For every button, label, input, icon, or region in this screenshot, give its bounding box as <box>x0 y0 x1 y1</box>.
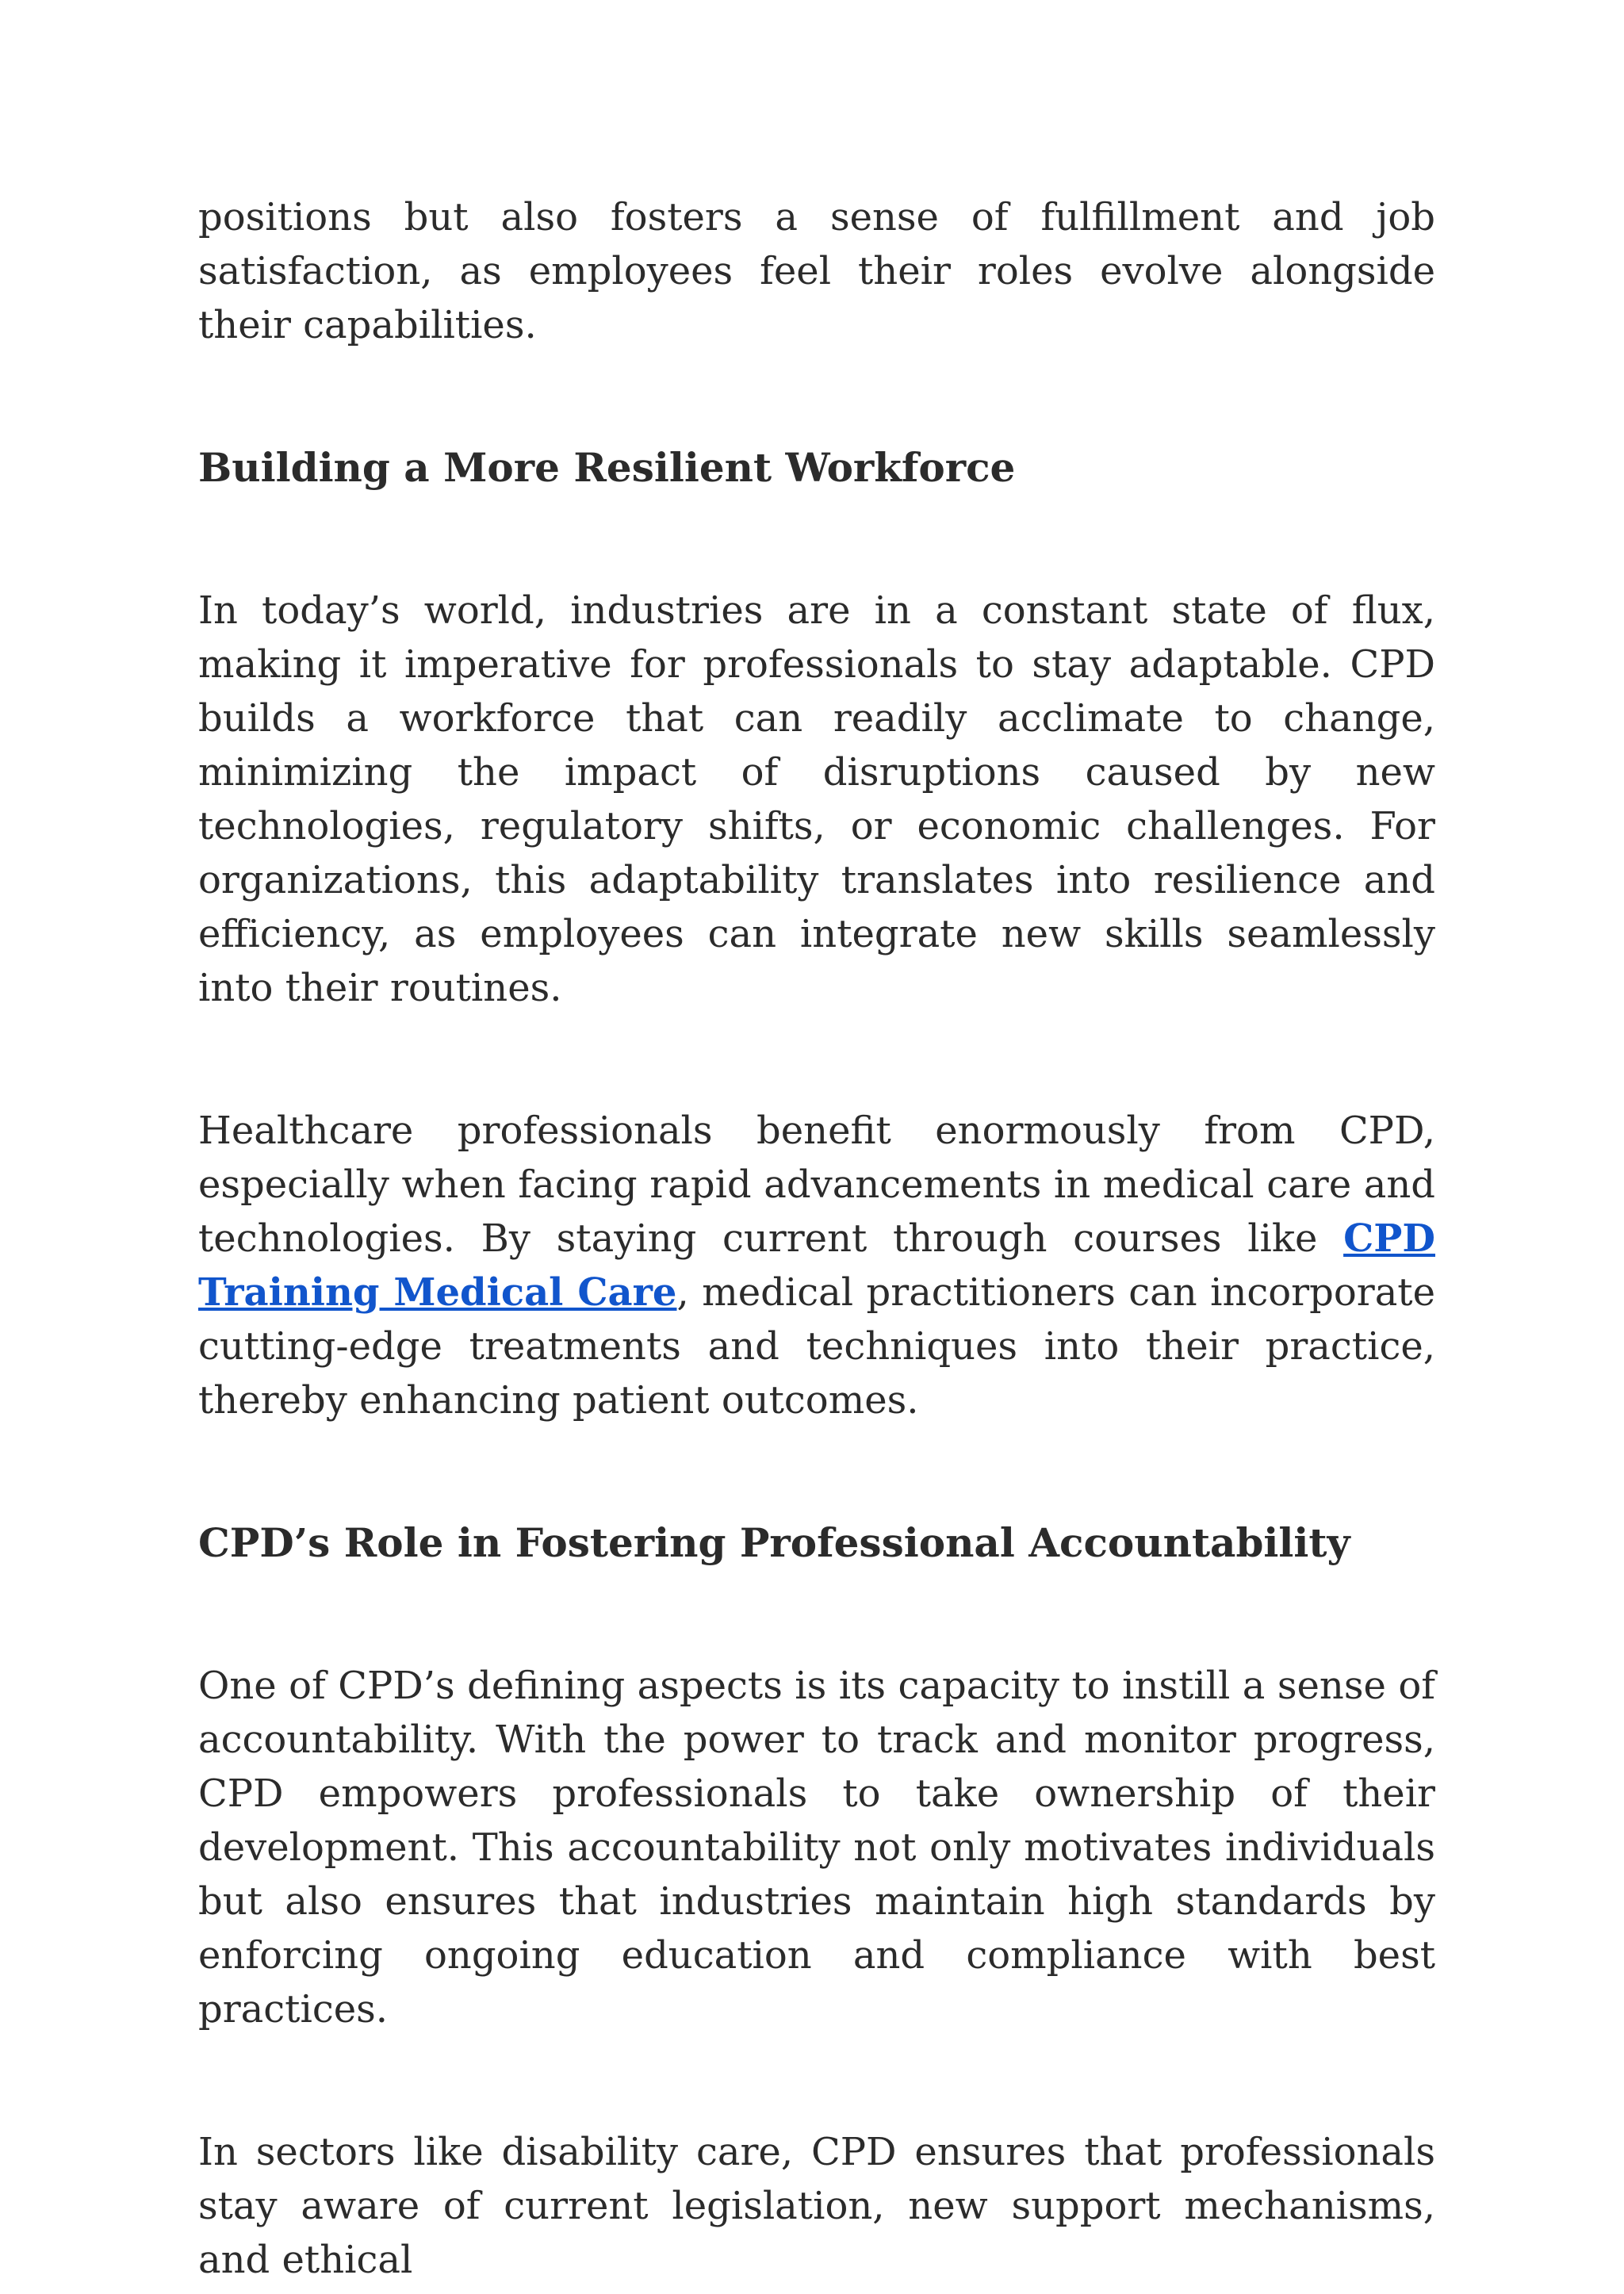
section-heading-resilient-workforce: Building a More Resilient Workforce <box>198 444 1016 491</box>
paragraph-disability-care: In sectors like disability care, CPD ensures that professionals stay aware of current legislation, new support mechanisms, and ethical <box>198 2130 1435 2282</box>
paragraph-adaptability: In today’s world, industries are in a constant state of flux, making it imperative for professionals to stay adaptable. CPD builds a workforce that can readily acclimate to change, minimizing the impact of disruptions caused by new technologies, regulatory shifts, or economic challenges. For organizations, this adaptability translates into resilience and efficiency, as employees can integrate new skills seamlessly into their routines. <box>198 588 1435 1010</box>
intro-paragraph: positions but also fosters a sense of fulfillment and job satisfaction, as employees feel their roles evolve alongside their capabilities. <box>198 195 1435 347</box>
cpd-training-medical-care-link[interactable]: CPD Training Medical Care <box>198 1216 1435 1315</box>
section-heading-accountability: CPD’s Role in Fostering Professional Accountability <box>198 1519 1350 1566</box>
paragraph-accountability: One of CPD’s defining aspects is its capacity to instill a sense of accountability. With the power to track and monitor progress, CPD empowers professionals to take ownership of their development. This accountability not only motivates individuals but also ensures that industries maintain high standards by enforcing ongoing education and compliance with best practices. <box>198 1664 1435 2032</box>
paragraph-healthcare-text-after-link: , medical practitioners can incorporate cutting-edge treatments and techniques into their practice, thereby enhancing patient outcomes. <box>198 1270 1436 1423</box>
paragraph-healthcare-text-before-link: Healthcare professionals benefit enormously from CPD, especially when facing rapid advancements in medical care and technologies. By staying current through courses like <box>198 1109 1435 1261</box>
document-body <box>198 190 1435 2287</box>
paragraph-healthcare <box>198 1104 1435 1427</box>
